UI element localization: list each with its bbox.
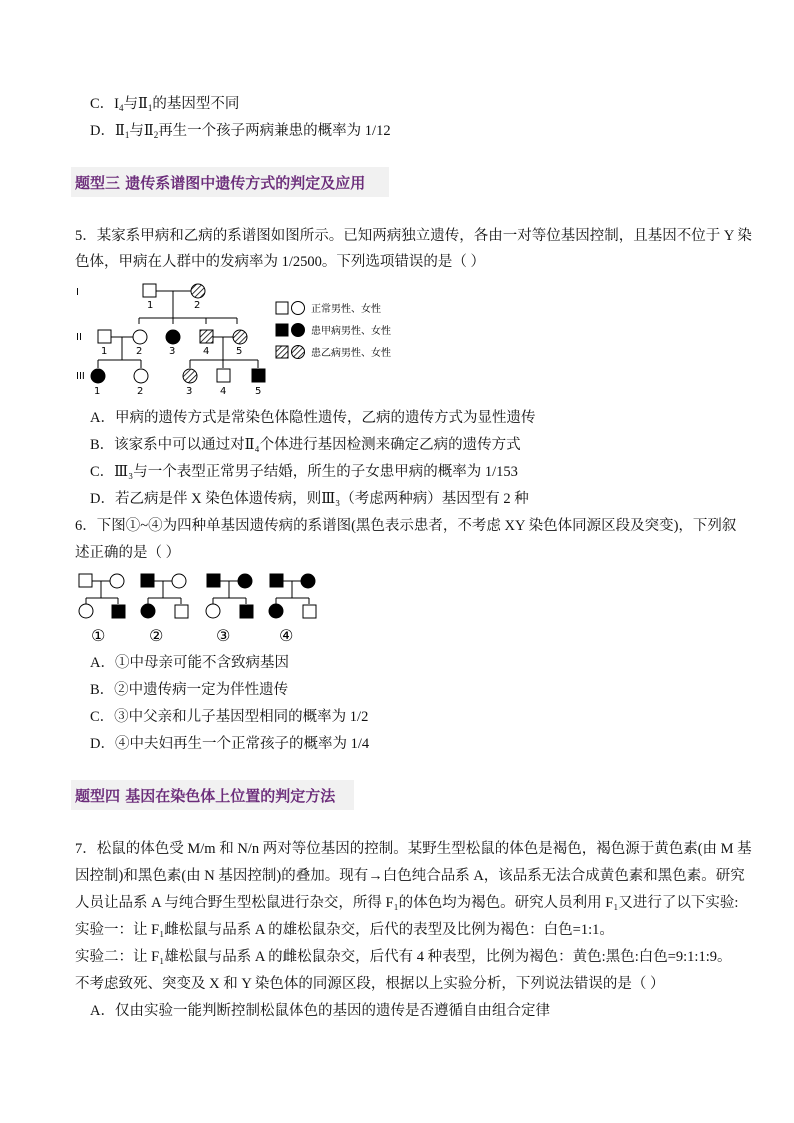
legend-disease-b: 患乙病男性、女性 <box>311 348 391 359</box>
q6-stem-line1: 6．下图①~④为四种单基因遗传病的系谱图(黑色表示患者，不考虑 XY 染色体同源区段及突变)，下列叙 <box>75 518 737 534</box>
pedigree-III3-female-b <box>183 369 197 383</box>
family-label-3: ③ <box>216 626 231 645</box>
q5-option-a: A．甲病的遗传方式是常染色体隐性遗传，乙病的遗传方式为显性遗传 <box>90 410 536 426</box>
gen-label-III: III <box>76 371 85 382</box>
q7-option-a: A．仅由实验一能判断控制松鼠体色的基因的遗传是否遵循自由组合定律 <box>90 1003 550 1019</box>
q4-option-d-mid: 与Ⅱ <box>129 123 154 139</box>
q7-experiment-2: 实验二：让 F₁雄松鼠与品系 A 的雌松鼠杂交，后代有 4 种表型，比例为褐色：黄色:黑色:白色=9:1:1:9。 <box>75 949 732 965</box>
q6-option-c: C．③中父亲和儿子基因型相同的概率为 1/2 <box>90 709 369 725</box>
pedigree-III1-female-a <box>91 369 105 383</box>
legend-normal: 正常男性、女性 <box>311 304 381 315</box>
num-II4: 4 <box>203 346 210 357</box>
num-I1: 1 <box>147 300 154 311</box>
q4-option-c-sub2: 1 <box>147 103 153 113</box>
q7-stem-line6: 不考虑致死、突变及 X 和 Y 染色体的同源区段，根据以上实验分析，下列说法错误的是（ ） <box>75 976 665 992</box>
num-II1: 1 <box>101 346 108 357</box>
q6-option-d: D．④中夫妇再生一个正常孩子的概率为 1/4 <box>90 736 370 752</box>
q6-option-b: B．②中遗传病一定为伴性遗传 <box>90 682 289 698</box>
family-label-4: ④ <box>279 626 294 645</box>
num-II3: 3 <box>169 346 176 357</box>
q4-option-d-prefix: D．Ⅱ <box>90 123 125 139</box>
q7-experiment-1: 实验一：让 F₁雌松鼠与品系 A 的雄松鼠杂交，后代的表型及比例为褐色：白色=1:1。 <box>75 922 614 938</box>
num-III1: 1 <box>94 386 101 397</box>
num-I2: 2 <box>194 300 201 311</box>
q4-option-c-mid: 与Ⅱ <box>123 96 148 112</box>
num-III4: 4 <box>220 386 227 397</box>
q4-option-c-sub1: 4 <box>119 103 124 113</box>
q4-option-d-sub2: 2 <box>153 130 159 140</box>
family-label-2: ② <box>149 626 164 645</box>
num-II2: 2 <box>136 346 143 357</box>
pedigree-II4-male-b <box>200 330 213 343</box>
q5-stem-line1: 5．某家系甲病和乙病的系谱图如图所示。已知两病独立遗传，各由一对等位基因控制，且基因不位于 Y 染 <box>75 228 752 244</box>
num-II5: 5 <box>236 346 243 357</box>
q6-stem-line2: 述正确的是（ ） <box>75 545 181 561</box>
q7-stem-line2: 因控制)和黑色素(由 N 基因控制)的叠加。现有→白色纯合品系 A，该品系无法合成黄色素和黑色素。研究 <box>75 868 745 884</box>
legend-disease-a: 患甲病男性、女性 <box>311 326 391 337</box>
q7-stem-line3: 人员让品系 A 与纯合野生型松鼠进行杂交，所得 F₁的体色均为褐色。研究人员利用 F₁又进行了以下实验: <box>75 895 739 911</box>
section-header-4 <box>71 780 354 810</box>
num-III5: 5 <box>255 386 262 397</box>
gen-label-II: II <box>76 332 82 343</box>
q5-pedigree-figure <box>70 280 420 400</box>
num-III2: 2 <box>137 386 144 397</box>
q6-option-a: A．①中母亲可能不含致病基因 <box>90 655 289 671</box>
pedigree-III2-female <box>134 369 148 383</box>
q4-option-d-sub1: 1 <box>124 130 130 140</box>
num-III3: 3 <box>186 386 193 397</box>
q4-option-d <box>90 121 391 145</box>
pedigree-I1-male <box>143 284 156 297</box>
q5-option-c: C．Ⅲ₃与一个表型正常男子结婚，所生的子女患甲病的概率为 1/153 <box>90 464 518 480</box>
pedigree-I2-female-b <box>191 284 205 298</box>
gen-label-I: I <box>76 287 79 298</box>
family-label-1: ① <box>91 626 106 645</box>
q5-option-b: B．该家系中可以通过对Ⅱ₄个体进行基因检测来确定乙病的遗传方式 <box>90 437 521 453</box>
pedigree-II2-female <box>133 330 147 344</box>
pedigree-II5-female-b <box>233 330 247 344</box>
q5-stem-line2: 色体，甲病在人群中的发病率为 1/2500。下列选项错误的是（ ） <box>75 254 486 270</box>
pedigree-II3-female-a <box>166 330 180 344</box>
section-header-3-title: 题型三 遗传系谱图中遗传方式的判定及应用 <box>75 173 366 192</box>
q6-pedigree-figure <box>70 570 330 650</box>
q4-option-c-prefix: C．I <box>90 96 119 112</box>
pedigree-III5-male-a <box>252 369 265 382</box>
section-header-3 <box>71 167 389 197</box>
q4-option-c <box>90 94 239 118</box>
q5-option-d: D．若乙病是伴 X 染色体遗传病，则Ⅲ₃（考虑两种病）基因型有 2 种 <box>90 491 529 507</box>
q4-option-d-tail: 再生一个孩子两病兼患的概率为 1/12 <box>158 123 391 139</box>
section-header-4-title: 题型四 基因在染色体上位置的判定方法 <box>75 786 336 805</box>
pedigree-II1-male <box>98 330 111 343</box>
q7-stem-line1: 7．松鼠的体色受 M/m 和 N/n 两对等位基因的控制。某野生型松鼠的体色是褐色，褐色源于黄色素(由 M 基 <box>75 841 752 857</box>
q4-option-c-tail: 的基因型不同 <box>152 96 240 112</box>
pedigree-III4-male <box>217 369 230 382</box>
